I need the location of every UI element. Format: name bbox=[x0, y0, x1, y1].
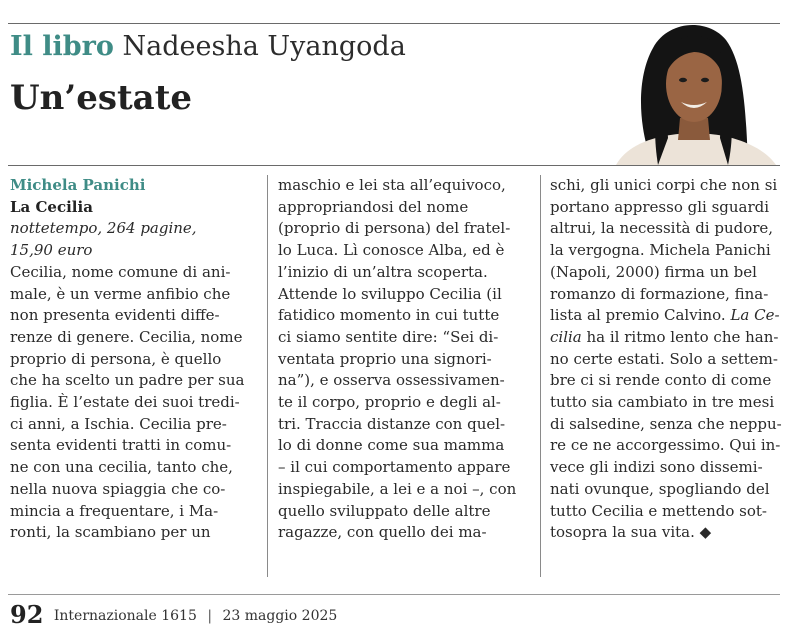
text-line-end: tosopra la sua vita. ◆ bbox=[550, 523, 712, 542]
text-line: vece gli indizi sono dissemi- bbox=[550, 458, 763, 477]
text-line: lo di donne come sua mamma bbox=[278, 436, 505, 455]
book-meta: 15,90 euro bbox=[10, 241, 93, 260]
text-line: senta evidenti tratti in comu- bbox=[10, 436, 232, 455]
text-line: ne con una cecilia, tanto che, bbox=[10, 458, 233, 477]
page-footer bbox=[10, 600, 337, 631]
section-divider bbox=[8, 165, 780, 166]
text-column-1 bbox=[10, 175, 255, 544]
footer-separator: | bbox=[207, 608, 213, 624]
text-line: inspiegabile, a lei e a noi –, con bbox=[278, 479, 517, 498]
text-line: l’inizio di un’altra scoperta. bbox=[278, 262, 488, 281]
text-line: che ha scelto un padre per sua bbox=[10, 371, 245, 390]
text-line: – il cui comportamento appare bbox=[278, 458, 511, 477]
issue-date: 23 maggio 2025 bbox=[222, 608, 338, 624]
column-separator bbox=[540, 175, 541, 577]
text-line: ci anni, a Ischia. Cecilia pre- bbox=[10, 414, 227, 433]
text-line: (Napoli, 2000) firma un bel bbox=[550, 262, 757, 281]
text-line: portano appresso gli sguardi bbox=[550, 197, 770, 216]
text-line: tutto sia cambiato in tre mesi bbox=[550, 393, 775, 412]
text-line: lo Luca. Lì conosce Alba, ed è bbox=[278, 241, 505, 260]
text-line: proprio di persona, è quello bbox=[10, 349, 222, 368]
text-line: Cecilia, nome comune di ani- bbox=[10, 262, 231, 281]
text-line: figlia. È l’estate dei suoi tredi- bbox=[10, 393, 240, 412]
text-line: ventata proprio una signori- bbox=[278, 349, 492, 368]
text-column-2 bbox=[278, 175, 523, 544]
text-line: nati ovunque, spogliando del bbox=[550, 479, 770, 498]
text-line: nella nuova spiaggia che co- bbox=[10, 479, 226, 498]
text-line: male, è un verme anfibio che bbox=[10, 284, 231, 303]
text-line: maschio e lei sta all’equivoco, bbox=[278, 176, 506, 194]
book-title: La Cecilia bbox=[10, 197, 93, 216]
text-line: renze di genere. Cecilia, nome bbox=[10, 327, 243, 346]
footer-rule bbox=[8, 594, 780, 595]
text-line: na”), e osserva ossessivamen- bbox=[278, 371, 505, 390]
text-line: tri. Traccia distanze con quel- bbox=[278, 414, 506, 433]
text-column-3 bbox=[550, 175, 795, 544]
text-line: schi, gli unici corpi che non si bbox=[550, 176, 778, 194]
text-line: no certe estati. Solo a settem- bbox=[550, 349, 778, 368]
author-portrait bbox=[598, 8, 788, 165]
text-line: la vergogna. Michela Panichi bbox=[550, 241, 771, 260]
section-tag: Il libro bbox=[10, 31, 114, 62]
page-number: 92 bbox=[10, 600, 44, 629]
text-line bbox=[550, 327, 795, 349]
article-title: Un’estate bbox=[10, 78, 193, 118]
book-meta: nottetempo, 264 pagine, bbox=[10, 219, 197, 238]
text-line: altrui, la necessità di pudore, bbox=[550, 219, 774, 238]
text-line: fatidico momento in cui tutte bbox=[278, 306, 500, 325]
text-line: ragazze, con quello dei ma- bbox=[278, 523, 487, 542]
text-line: ci siamo sentite dire: “Sei di- bbox=[278, 327, 499, 346]
text-line: te il corpo, proprio e degli al- bbox=[278, 393, 501, 412]
article-author: Nadeesha Uyangoda bbox=[122, 31, 406, 62]
text-line: Attende lo sviluppo Cecilia (il bbox=[278, 284, 502, 303]
text-line: bre ci si rende conto di come bbox=[550, 371, 772, 390]
text-line: quello sviluppato delle altre bbox=[278, 501, 491, 520]
text-line: romanzo di formazione, fina- bbox=[550, 284, 769, 303]
article-header bbox=[10, 30, 406, 64]
text-line: (proprio di persona) del fratel- bbox=[278, 219, 511, 238]
column-separator bbox=[267, 175, 268, 577]
text-fragment: lista al premio Calvino. bbox=[550, 306, 731, 325]
text-line bbox=[550, 305, 795, 327]
text-line: non presenta evidenti diffe- bbox=[10, 306, 220, 325]
text-line: tutto Cecilia e mettendo sot- bbox=[550, 501, 767, 520]
text-line: appropriandosi del nome bbox=[278, 197, 469, 216]
magazine-issue: Internazionale 1615 bbox=[53, 608, 197, 624]
book-title-italic: cilia bbox=[550, 327, 582, 346]
text-line: mincia a frequentare, i Ma- bbox=[10, 501, 219, 520]
text-line: ronti, la scambiano per un bbox=[10, 523, 211, 542]
text-fragment: ha il ritmo lento che han- bbox=[581, 327, 779, 346]
book-author: Michela Panichi bbox=[10, 176, 146, 194]
book-title-italic: La Ce- bbox=[730, 306, 780, 325]
text-line: re ce ne accorgessimo. Qui in- bbox=[550, 436, 781, 455]
text-line: di salsedine, senza che neppu- bbox=[550, 414, 782, 433]
